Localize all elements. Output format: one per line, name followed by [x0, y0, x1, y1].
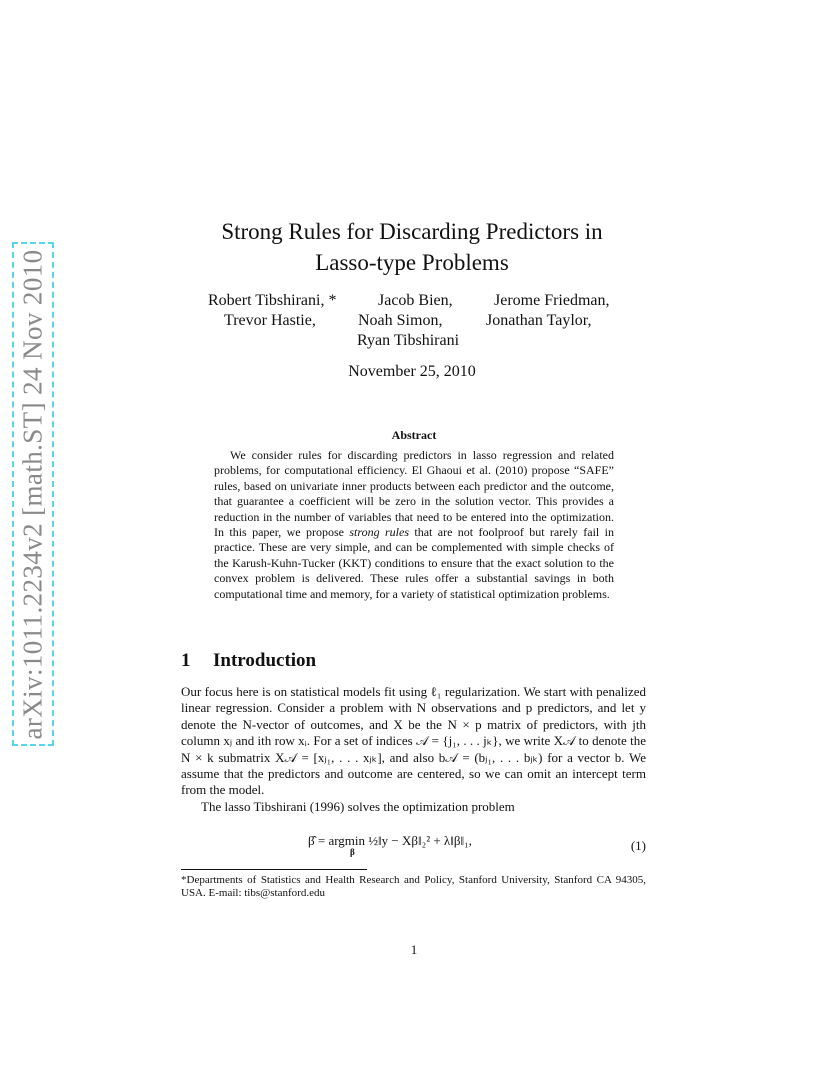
arxiv-identifier: arXiv:1011.2234v2 [math.ST] 24 Nov 2010: [17, 248, 48, 740]
abstract-text: [214, 448, 614, 602]
title-line-2: Lasso-type Problems: [315, 250, 509, 275]
author-noah-simon: Noah Simon,: [358, 312, 443, 329]
equation-expression: β̂ = argmin ½‖y − Xβ‖₂² + λ‖β‖₁,: [308, 833, 472, 848]
page-number: 1: [410, 942, 418, 957]
section-number: 1: [181, 650, 191, 671]
arxiv-sidebar-stamp: [12, 242, 54, 746]
equation-number: (1): [630, 838, 646, 853]
affiliation-footnote: *Departments of Statistics and Health Research and Policy, Stanford University, Stanford CA 94305, USA. E-mail: tibs@stanford.edu: [181, 874, 646, 899]
author-jerome-friedman: Jerome Friedman,: [494, 292, 610, 309]
publication-date: November 25, 2010: [348, 363, 476, 380]
section-heading: [181, 650, 316, 672]
abstract-paragraph: [214, 448, 614, 602]
author-robert-tibshirani: Robert Tibshirani, *: [208, 292, 337, 309]
author-ryan-tibshirani: Ryan Tibshirani: [357, 332, 460, 349]
section-title: Introduction: [213, 650, 317, 671]
author-trevor-hastie: Trevor Hastie,: [224, 312, 316, 329]
intro-paragraph-2: The lasso Tibshirani (1996) solves the optimization problem: [201, 798, 515, 814]
intro-paragraph-1: Our focus here is on statistical models fit using ℓ₁ regularization. We start with penalized linear regression. Consider a problem with N observations and p predictors, and let y denote the N-vector of outcomes, and X be the N × p matrix of predictors, with jth column xⱼ and ith row xᵢ. For a set of indices 𝒜 = {j₁, . . . jₖ}, we write X𝒜 to denote the N × k submatrix X𝒜 = [xⱼ₁, . . . xⱼₖ], and also b𝒜 = (bⱼ₁, . . . bⱼₖ) for a vector b. We assume that the predictors and outcome are centered, so we can omit an intercept term from the model.: [181, 684, 646, 798]
lasso-equation: [181, 833, 646, 863]
equation-formula: [308, 833, 472, 857]
abstract-emphasis: strong rules: [349, 525, 409, 540]
author-jonathan-taylor: Jonathan Taylor,: [486, 312, 592, 329]
paper-title: [200, 216, 624, 278]
abstract-text-part-2: that are not foolproof but rarely fail in practice. These are very simple, and can be complemented with simple checks of the Karush-Kuhn-Tucker (KKT) conditions to ensure that the exact solution to the convex problem is delivered. These rules offer a substantial savings in both computational time and memory, for a variety of statistical optimization problems.: [214, 525, 614, 601]
footnote-divider: [181, 869, 367, 870]
abstract-heading: Abstract: [391, 428, 437, 442]
introduction-text: [181, 684, 646, 815]
abstract-text-part-1: We consider rules for discarding predictors in lasso regression and related problems, for computational efficiency. El Ghaoui et al. (2010) propose “SAFE” rules, based on univariate inner products between each predictor and the outcome, that guarantee a coefficient will be zero in the solution vector. This provides a reduction in the number of variables that need to be entered into the optimization. In this paper, we propose: [214, 448, 614, 540]
equation-subscript: β: [350, 847, 355, 857]
title-line-1: Strong Rules for Discarding Predictors in: [221, 219, 603, 244]
author-jacob-bien: Jacob Bien,: [378, 292, 453, 309]
